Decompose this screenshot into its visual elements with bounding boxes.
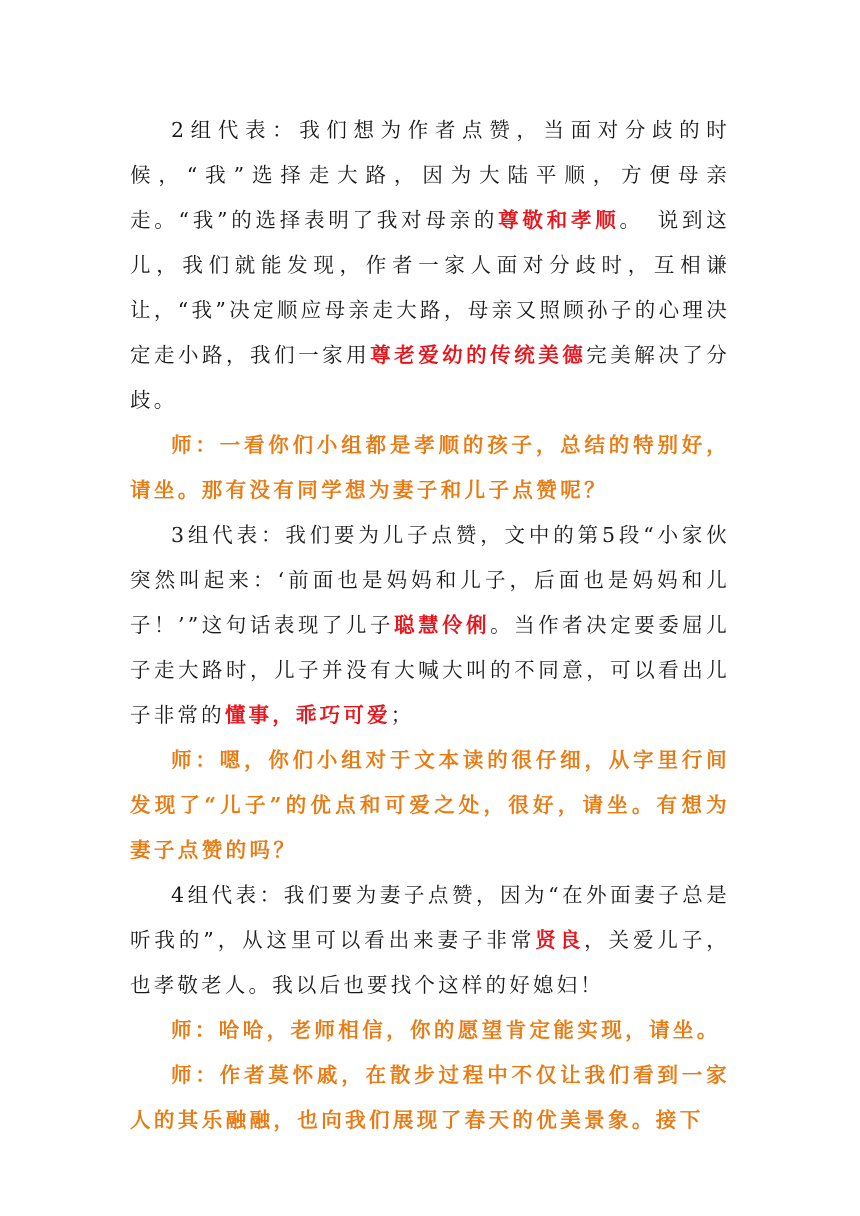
highlighted-text: 贤良 — [535, 928, 585, 952]
highlighted-text: 尊老爱幼的传统美德 — [370, 343, 587, 367]
teacher-paragraph — [130, 1053, 730, 1143]
paragraph-text: ，关爱儿子，也孝敬老人。我以后也要找个这样的好媳妇！ — [130, 928, 730, 997]
teacher-paragraph — [130, 738, 730, 873]
paragraph-text: ； — [390, 703, 415, 727]
paragraph-text: 师：嗯，你们小组对于文本读的很仔细，从字里行间发现了“儿子”的优点和可爱之处，很好，请坐。有想为妻子点赞的吗？ — [130, 748, 730, 862]
highlighted-text: 尊敬和孝顺 — [498, 208, 620, 232]
paragraph-text: 3组代表：我们要为儿子点赞，文中的第5段“小家伙突然叫起来：‘前面也是妈妈和儿子，后面也是妈妈和儿子！’”这句话表现了儿子 — [130, 523, 730, 637]
paragraph-text: 4组代表：我们要为妻子点赞，因为“在外面妻子总是听我的”，从这里可以看出来妻子非常 — [130, 883, 730, 952]
teacher-paragraph — [130, 423, 730, 513]
highlighted-text: 聪慧伶俐 — [393, 613, 491, 637]
student-paragraph — [130, 108, 730, 423]
document-page — [130, 108, 730, 1143]
student-paragraph — [130, 873, 730, 1008]
paragraph-text: 师：一看你们小组都是孝顺的孩子，总结的特别好，请坐。那有没有同学想为妻子和儿子点赞呢？ — [130, 433, 730, 502]
highlighted-text: 懂事，乖巧可爱 — [224, 703, 391, 727]
paragraph-text: 师：哈哈，老师相信，你的愿望肯定能实现，请坐。 — [171, 1018, 721, 1042]
paragraph-text: 2组代表：我们想为作者点赞，当面对分歧的时候，“我”选择走大路，因为大陆平顺，方便母亲走。“我”的选择表明了我对母亲的 — [130, 118, 730, 232]
teacher-paragraph — [130, 1008, 730, 1053]
student-paragraph — [130, 513, 730, 738]
paragraph-text: 。 说到这儿，我们就能发现，作者一家人面对分歧时，互相谦让，“我”决定顺应母亲走大路，母亲又照顾孙子的心理决定走小路，我们一家用 — [130, 208, 731, 367]
paragraph-text: 师：作者莫怀戚，在散步过程中不仅让我们看到一家人的其乐融融，也向我们展现了春天的优美景象。接下 — [130, 1063, 730, 1132]
paragraph-text: 完美解决了分歧。 — [130, 343, 730, 412]
paragraph-text: 。当作者决定要委屈儿子走大路时，儿子并没有大喊大叫的不同意，可以看出儿子非常的 — [130, 613, 730, 727]
